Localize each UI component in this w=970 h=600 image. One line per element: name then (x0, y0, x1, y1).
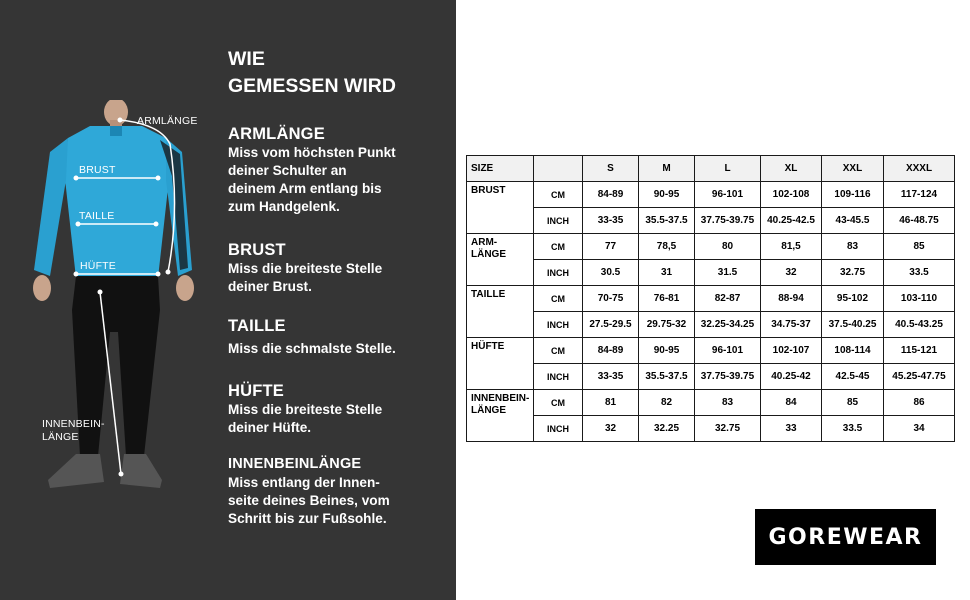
section-innenbeinlaenge (228, 454, 438, 528)
size-value-cell: 32.75 (695, 416, 761, 442)
size-value-cell: 32.25 (639, 416, 695, 442)
size-table (466, 155, 955, 442)
size-value-cell: 83 (822, 234, 884, 260)
size-value-cell: 85 (884, 234, 955, 260)
size-value-cell: 40.25-42.5 (761, 208, 822, 234)
header-xxxl: XXXL (884, 156, 955, 182)
section-brust (228, 240, 438, 296)
page-title: WIE GEMESSEN WIRD (228, 48, 396, 97)
athlete-right-shoe (120, 454, 162, 488)
size-value-cell: 32 (583, 416, 639, 442)
section-title: TAILLE (228, 317, 286, 335)
size-value-cell: 102-107 (761, 338, 822, 364)
unit-label: CM (534, 390, 583, 416)
size-value-cell: 108-114 (822, 338, 884, 364)
size-value-cell: 31.5 (695, 260, 761, 286)
size-value-cell: 81,5 (761, 234, 822, 260)
size-value-cell: 83 (695, 390, 761, 416)
size-value-cell: 27.5-29.5 (583, 312, 639, 338)
size-value-cell: 90-95 (639, 338, 695, 364)
size-value-cell: 33-35 (583, 208, 639, 234)
size-value-cell: 85 (822, 390, 884, 416)
unit-label: INCH (534, 416, 583, 442)
measure-name: TAILLE (467, 286, 534, 338)
size-value-cell: 45.25-47.75 (884, 364, 955, 390)
size-value-cell: 90-95 (639, 182, 695, 208)
size-value-cell: 35.5-37.5 (639, 364, 695, 390)
size-value-cell: 77 (583, 234, 639, 260)
measure-name: BRUST (467, 182, 534, 234)
athlete-jacket (64, 126, 170, 278)
size-value-cell: 33.5 (822, 416, 884, 442)
figure-label-innenbein: INNENBEIN- LÄNGE (42, 418, 105, 443)
size-value-cell: 81 (583, 390, 639, 416)
size-value-cell: 30.5 (583, 260, 639, 286)
unit-label: INCH (534, 260, 583, 286)
figure-label-brust: BRUST (79, 164, 116, 176)
unit-label: CM (534, 338, 583, 364)
size-value-cell: 40.5-43.25 (884, 312, 955, 338)
section-text: Miss vom höchsten Punkt deiner Schulter an deinem Arm entlang bis zum Handgelenk. (228, 145, 396, 214)
header-unit (534, 156, 583, 182)
size-value-cell: 82 (639, 390, 695, 416)
measurement-guide-panel (0, 0, 456, 600)
unit-label: CM (534, 286, 583, 312)
size-value-cell: 84-89 (583, 182, 639, 208)
unit-label: INCH (534, 364, 583, 390)
size-value-cell: 31 (639, 260, 695, 286)
athlete-left-arm (34, 138, 68, 276)
header-l: L (695, 156, 761, 182)
header-s: S (583, 156, 639, 182)
section-text: Miss die breiteste Stelle deiner Hüfte. (228, 402, 383, 435)
table-row (467, 260, 955, 286)
section-title: HÜFTE (228, 382, 284, 400)
size-table-header (467, 156, 955, 182)
size-value-cell: 117-124 (884, 182, 955, 208)
size-value-cell: 34 (884, 416, 955, 442)
header-size: SIZE (467, 156, 534, 182)
section-text: Miss die breiteste Stelle deiner Brust. (228, 261, 383, 294)
figure-label-huefte: HÜFTE (80, 260, 116, 272)
size-value-cell: 115-121 (884, 338, 955, 364)
table-row (467, 338, 955, 364)
measure-name: HÜFTE (467, 338, 534, 390)
header-xxl: XXL (822, 156, 884, 182)
table-row (467, 182, 955, 208)
size-value-cell: 37.75-39.75 (695, 208, 761, 234)
size-value-cell: 96-101 (695, 182, 761, 208)
section-title: BRUST (228, 241, 286, 259)
size-value-cell: 34.75-37 (761, 312, 822, 338)
section-huefte (228, 381, 438, 437)
size-value-cell: 84 (761, 390, 822, 416)
table-row (467, 416, 955, 442)
section-title: INNENBEINLÄNGE (228, 456, 362, 472)
section-armlaenge (228, 124, 438, 216)
size-value-cell: 42.5-45 (822, 364, 884, 390)
size-value-cell: 95-102 (822, 286, 884, 312)
size-value-cell: 29.75-32 (639, 312, 695, 338)
size-value-cell: 32.25-34.25 (695, 312, 761, 338)
table-row (467, 312, 955, 338)
unit-label: INCH (534, 312, 583, 338)
size-value-cell: 37.75-39.75 (695, 364, 761, 390)
size-value-cell: 103-110 (884, 286, 955, 312)
section-title: ARMLÄNGE (228, 125, 325, 143)
size-value-cell: 43-45.5 (822, 208, 884, 234)
size-value-cell: 46-48.75 (884, 208, 955, 234)
unit-label: CM (534, 182, 583, 208)
size-value-cell: 88-94 (761, 286, 822, 312)
gorewear-logo: GOREWEAR (755, 509, 936, 565)
header-xl: XL (761, 156, 822, 182)
header-m: M (639, 156, 695, 182)
table-row (467, 208, 955, 234)
table-row (467, 390, 955, 416)
athlete-left-shoe (48, 454, 104, 488)
table-row (467, 364, 955, 390)
size-value-cell: 96-101 (695, 338, 761, 364)
table-row (467, 286, 955, 312)
section-taille (228, 316, 438, 358)
section-text: Miss entlang der Innen- seite deines Beines, vom Schritt bis zur Fußsohle. (228, 475, 390, 526)
unit-label: INCH (534, 208, 583, 234)
size-value-cell: 33-35 (583, 364, 639, 390)
figure-label-taille: TAILLE (79, 210, 115, 222)
size-value-cell: 33 (761, 416, 822, 442)
size-value-cell: 40.25-42 (761, 364, 822, 390)
size-value-cell: 102-108 (761, 182, 822, 208)
size-value-cell: 82-87 (695, 286, 761, 312)
size-value-cell: 109-116 (822, 182, 884, 208)
size-value-cell: 80 (695, 234, 761, 260)
size-value-cell: 78,5 (639, 234, 695, 260)
measure-name: ARM- LÄNGE (467, 234, 534, 286)
size-value-cell: 70-75 (583, 286, 639, 312)
size-value-cell: 76-81 (639, 286, 695, 312)
size-value-cell: 86 (884, 390, 955, 416)
figure-label-armlaenge: ARMLÄNGE (137, 115, 198, 127)
measure-name: INNENBEIN- LÄNGE (467, 390, 534, 442)
unit-label: CM (534, 234, 583, 260)
size-value-cell: 32 (761, 260, 822, 286)
table-row (467, 234, 955, 260)
section-text: Miss die schmalste Stelle. (228, 341, 396, 356)
size-value-cell: 84-89 (583, 338, 639, 364)
size-value-cell: 35.5-37.5 (639, 208, 695, 234)
size-value-cell: 37.5-40.25 (822, 312, 884, 338)
size-value-cell: 32.75 (822, 260, 884, 286)
size-value-cell: 33.5 (884, 260, 955, 286)
